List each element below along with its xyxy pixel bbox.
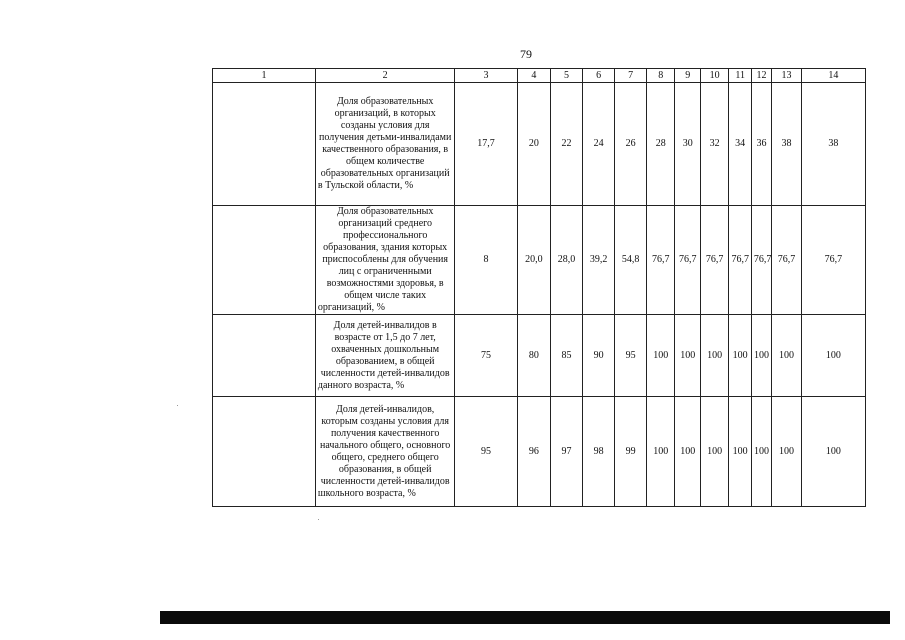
value-cell: 98 — [582, 397, 615, 507]
value-cell: 17,7 — [455, 83, 517, 206]
value-cell: 76,7 — [751, 206, 771, 315]
value-cell: 36 — [751, 83, 771, 206]
column-header: 4 — [517, 69, 551, 83]
indicator-description: Доля образовательных организаций среднего профессионального образования, здания которых приспособлены для обучения лиц с ограниченными возможностями здоровья, в общем числе таких организаций, % — [315, 206, 455, 315]
value-cell: 100 — [729, 315, 751, 397]
column-header: 1 — [213, 69, 316, 83]
row-number-cell — [213, 397, 316, 507]
indicator-description: Доля детей-инвалидов в возрасте от 1,5 до 7 лет, охваченных дошкольным образованием, в общей численности детей-инвалидов данного возраста, % — [315, 315, 455, 397]
value-cell: 100 — [751, 397, 771, 507]
value-cell: 28,0 — [551, 206, 583, 315]
value-cell: 76,7 — [646, 206, 675, 315]
value-cell: 20,0 — [517, 206, 551, 315]
value-cell: 100 — [646, 315, 675, 397]
value-cell: 100 — [772, 397, 802, 507]
page-number: 79 — [520, 47, 532, 61]
value-cell: 95 — [455, 397, 517, 507]
column-header: 11 — [729, 69, 751, 83]
value-cell: 96 — [517, 397, 551, 507]
value-cell: 99 — [615, 397, 647, 507]
value-cell: 100 — [729, 397, 751, 507]
value-cell: 76,7 — [801, 206, 865, 315]
value-cell: 100 — [675, 315, 700, 397]
value-cell: 32 — [700, 83, 729, 206]
value-cell: 39,2 — [582, 206, 615, 315]
value-cell: 22 — [551, 83, 583, 206]
table-row — [213, 397, 866, 507]
column-number-header — [213, 69, 866, 83]
value-cell: 85 — [551, 315, 583, 397]
column-header: 14 — [801, 69, 865, 83]
column-header: 3 — [455, 69, 517, 83]
value-cell: 38 — [772, 83, 802, 206]
value-cell: 24 — [582, 83, 615, 206]
column-header: 8 — [646, 69, 675, 83]
value-cell: 100 — [751, 315, 771, 397]
indicators-table — [212, 68, 866, 507]
column-header: 6 — [582, 69, 615, 83]
value-cell: 75 — [455, 315, 517, 397]
value-cell: 100 — [801, 315, 865, 397]
value-cell: 8 — [455, 206, 517, 315]
value-cell: 28 — [646, 83, 675, 206]
value-cell: 30 — [675, 83, 700, 206]
indicator-description: Доля образовательных организаций, в которых созданы условия для получения детьми-инвалидами качественного образования, в общем количестве образовательных организаций в Тульской области, % — [315, 83, 455, 206]
value-cell: 80 — [517, 315, 551, 397]
column-header: 12 — [751, 69, 771, 83]
column-header: 5 — [551, 69, 583, 83]
value-cell: 100 — [772, 315, 802, 397]
value-cell: 76,7 — [729, 206, 751, 315]
indicator-description: Доля детей-инвалидов, которым созданы условия для получения качественного начального общего, основного общего, среднего общего образования, в общей численности детей-инвалидов школьного возраста, % — [315, 397, 455, 507]
column-header: 7 — [615, 69, 647, 83]
value-cell: 100 — [675, 397, 700, 507]
value-cell: 95 — [615, 315, 647, 397]
table-row — [213, 83, 866, 206]
value-cell: 100 — [801, 397, 865, 507]
column-header: 9 — [675, 69, 700, 83]
value-cell: 100 — [700, 397, 729, 507]
scan-speck — [177, 405, 178, 406]
value-cell: 76,7 — [772, 206, 802, 315]
row-number-cell — [213, 83, 316, 206]
row-number-cell — [213, 315, 316, 397]
value-cell: 97 — [551, 397, 583, 507]
value-cell: 76,7 — [675, 206, 700, 315]
column-header: 13 — [772, 69, 802, 83]
value-cell: 26 — [615, 83, 647, 206]
value-cell: 38 — [801, 83, 865, 206]
scan-speck — [318, 519, 319, 520]
table-row — [213, 315, 866, 397]
row-number-cell — [213, 206, 316, 315]
value-cell: 76,7 — [700, 206, 729, 315]
value-cell: 90 — [582, 315, 615, 397]
value-cell: 20 — [517, 83, 551, 206]
scan-edge-bar — [160, 611, 890, 624]
value-cell: 54,8 — [615, 206, 647, 315]
value-cell: 34 — [729, 83, 751, 206]
table-row — [213, 206, 866, 315]
value-cell: 100 — [700, 315, 729, 397]
column-header: 2 — [315, 69, 455, 83]
value-cell: 100 — [646, 397, 675, 507]
column-header: 10 — [700, 69, 729, 83]
